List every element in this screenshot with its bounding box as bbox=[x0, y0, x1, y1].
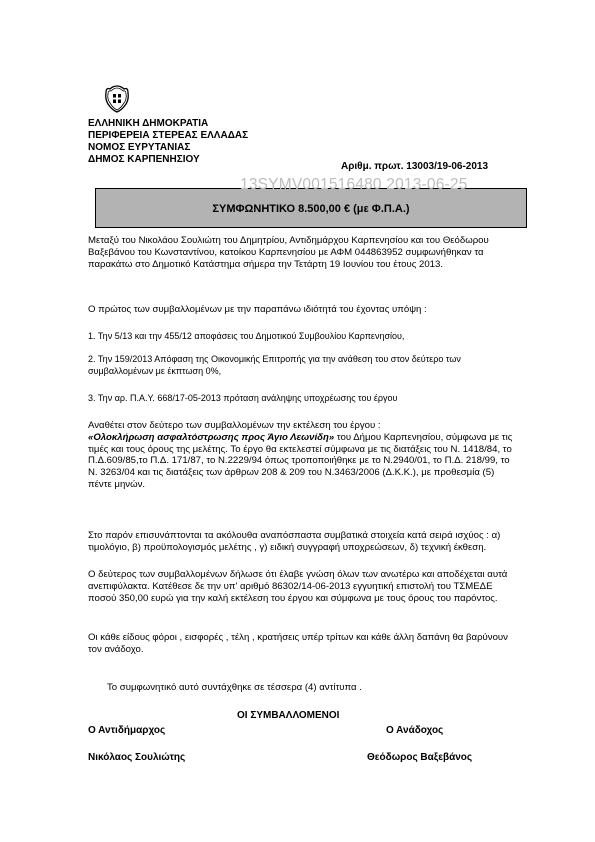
contractor-role: Ο Ανάδοχος bbox=[386, 725, 444, 736]
signatures-heading: ΟΙ ΣΥΜΒΑΛΛΟΜΕΝΟΙ bbox=[237, 710, 340, 721]
attachments-paragraph: Στο παρόν επισυνάπτονται τα ακόλουθα αναπόσπαστα συμβατικά στοιχεία κατά σειρά ισχύος : α) τιμολόγιο, β) προϋπολογισμός μελέτης , γ) ειδική συγγραφή υποχρεώσεων, δ) τεχνική έκθεση. bbox=[88, 530, 501, 553]
title-box bbox=[95, 188, 527, 228]
issuer-header bbox=[88, 118, 248, 166]
ada-watermark: 13SYMV001516480 2013-06-25 bbox=[240, 176, 468, 193]
deputy-mayor-name: Νικόλαος Σουλιώτης bbox=[88, 752, 186, 763]
header-region: ΠΕΡΙΦΕΡΕΙΑ ΣΤΕΡΕΑΣ ΕΛΛΑΔΑΣ bbox=[88, 130, 249, 141]
assignment-terms: του Δήμου Καρπενησίου, σύμφωνα με τις τιμές και τους όρους της μελέτης. Το έργο θα εκτελεστεί σύμφωνα με τις διατάξεις του Ν. 1418/84, το Π.Δ.609/85,το Π.Δ. 171/87, το Ν.2229/94 όπως τροποποιήθηκε με το Ν.2940/01, το Π.Δ. 218/99, το Ν. 3263/04 και τις διατάξεις των άρθρων 208 & 209 του Ν.3463/2006 (Δ.Κ.Κ.), με προθεσμία (5) πέντε μηνών. bbox=[88, 431, 513, 490]
list-item-3: 3. Την αρ. Π.Α.Υ. 668/17-05-2013 πρόταση ανάληψης υποχρέωσης του έργου bbox=[88, 393, 398, 403]
deputy-mayor-role: Ο Αντιδήμαρχος bbox=[88, 725, 166, 736]
assignment-intro: Αναθέτει στον δεύτερο των συμβαλλομένων την εκτέλεση του έργου : bbox=[88, 420, 381, 431]
copies-paragraph: Το συμφωνητικό αυτό συντάχθηκε σε τέσσερα (4) αντίτυπα . bbox=[107, 682, 362, 693]
taxes-paragraph: Οι κάθε είδους φόροι , εισφορές , τέλη , κρατήσεις υπέρ τρίτων και κάθε άλλη δαπάνη θα βαρύνουν τον ανάδοχο. bbox=[88, 632, 508, 655]
protocol-number: Αριθμ. πρωτ. 13003/19-06-2013 bbox=[341, 161, 489, 172]
intro-paragraph: Μεταξύ του Νικολάου Σουλιώτη του Δημητρίου, Αντιδημάρχου Καρπενησίου και του Θεόδωρου Βαξεβάνου του Κωνσταντίνου, κατοίκου Καρπενησίου με ΑΦΜ 044863952 συμφωνήθηκαν τα παρακάτω στο Δημοτικό Κατάστημα σήμερα την Τετάρτη 19 Ιουνίου του έτους 2013. bbox=[88, 235, 489, 270]
header-municipality: ΔΗΜΟΣ ΚΑΡΠΕΝΗΣΙΟΥ bbox=[88, 154, 200, 165]
project-name: «Ολοκλήρωση ασφαλτόστρωσης προς Άγιο Λεωνίδη» bbox=[88, 431, 335, 443]
first-party-paragraph: Ο πρώτος των συμβαλλομένων με την παραπάνω ιδιότητά του έχοντας υπόψη : bbox=[88, 304, 427, 315]
hellenic-republic-emblem bbox=[104, 85, 130, 113]
assignment-paragraph bbox=[88, 420, 518, 491]
contractor-name: Θεόδωρος Βαξεβάνος bbox=[367, 752, 473, 763]
declaration-paragraph: Ο δεύτερος των συμβαλλομένων δήλωσε ότι έλαβε γνώση όλων των ανωτέρω και αποδέχεται αυτά ανεπιφύλακτα. Κατέθεσε δε την υπ' αριθμό 86302/14-06-2013 εγγυητική επιστολή του ΤΣΜΕΔΕ ποσού 350,00 ευρώ για την καλή εκτέλεση του έργου και σύμφωνα με τους όρους του παρόντος. bbox=[88, 569, 508, 604]
header-prefecture: ΝΟΜΟΣ ΕΥΡΥΤΑΝΙΑΣ bbox=[88, 142, 191, 153]
contract-title: ΣΥΜΦΩΝΗΤΙΚΟ 8.500,00 € (με Φ.Π.Α.) bbox=[212, 203, 410, 215]
list-item-1: 1. Την 5/13 και την 455/12 αποφάσεις του Δημοτικού Συμβουλίου Καρπενησίου, bbox=[88, 331, 405, 341]
list-item-2: 2. Την 159/2013 Απόφαση της Οικονομικής Επιτροπής για την ανάθεση του στον δεύτερο των συμβαλλομένων με έκπτωση 0%, bbox=[88, 354, 461, 376]
header-country: ΕΛΛΗΝΙΚΗ ΔΗΜΟΚΡΑΤΙΑ bbox=[88, 118, 209, 129]
